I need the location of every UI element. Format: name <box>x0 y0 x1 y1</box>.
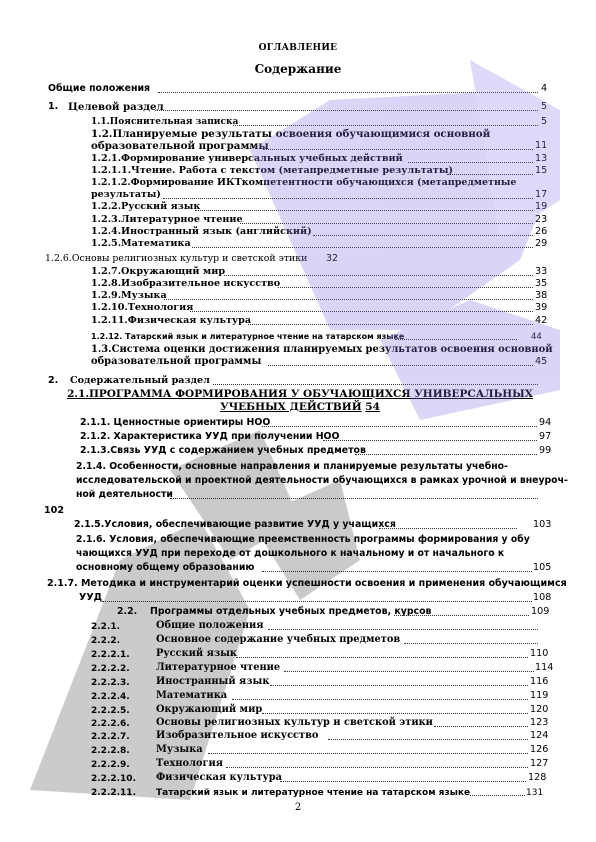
toc-entry-s2-2-2[interactable]: Основное содержание учебных предметов <box>156 634 401 645</box>
toc-entry-s2-2[interactable]: Программы отдельных учебных предметов, курсов <box>150 606 432 617</box>
toc-page: 5 <box>541 116 548 127</box>
toc-page: 124 <box>530 730 549 741</box>
leader-dots <box>268 365 533 366</box>
toc-entry-s1-2-9[interactable]: 1.2.9.Музыка <box>91 290 167 301</box>
toc-entry-s1-2-12[interactable]: 1.2.12. Татарский язык и литературное чтение на татарском языке <box>91 332 405 341</box>
toc-entry-s2-2-2-6[interactable]: Основы религиозных культур и светской этики <box>156 717 433 728</box>
toc-entry-s2-1-4[interactable]: 2.1.4. Особенности, основные направления и планируемые результаты учебно- <box>76 461 508 472</box>
toc-entry-s1-2-1-2[interactable]: 1.2.1.2.Формирование ИКТкомпетентности обучающихся (метапредметные <box>91 177 517 188</box>
toc-page: 114 <box>535 662 554 673</box>
leader-dots <box>192 247 533 248</box>
toc-page: 126 <box>530 744 549 755</box>
toc-entry-s2-2-2-1[interactable]: Русский язык <box>156 648 237 659</box>
leader-dots <box>263 149 533 150</box>
document-heading: ОГЛАВЛЕНИЕ <box>258 43 338 53</box>
toc-entry-s2-1-cont[interactable] <box>60 401 540 414</box>
toc-page: 38 <box>535 290 548 301</box>
leader-dots <box>226 767 528 768</box>
toc-entry-s1-2-1[interactable]: 1.2.1.Формирование универсальных учебных действий <box>91 153 403 164</box>
toc-entry-s1-2-3[interactable]: 1.2.3.Литературное чтение <box>91 214 243 225</box>
toc-entry-s1-2[interactable]: 1.2.Планируемые результаты освоения обучающимися основной <box>91 128 491 140</box>
leader-dots <box>323 440 537 441</box>
page-number: 2 <box>294 802 302 813</box>
toc-entry-s1-2-1-1[interactable]: 1.2.1.1.Чтение. Работа с текстом (метапредметные результаты) <box>91 165 453 176</box>
toc-page: 99 <box>539 445 552 456</box>
toc-section-number: 2.2.2.8. <box>91 746 130 756</box>
toc-entry-s2-1-6[interactable]: 2.1.6. Условия, обеспечивающие преемственность программы формирования у обу <box>76 534 530 545</box>
leader-dots <box>102 601 532 602</box>
toc-page: 35 <box>535 278 548 289</box>
toc-page: 103 <box>533 519 552 530</box>
toc-entry-s1-2-8[interactable]: 1.2.8.Изобразительное искусство <box>91 278 281 289</box>
toc-entry-s2-1[interactable]: 2.1.ПРОГРАММА ФОРМИРОВАНИЯ У ОБУЧАЮЩИХСЯ УНИВЕРСАЛЬНЫХ <box>67 388 533 400</box>
toc-entry-s2-2-2-10[interactable]: Физическая культура <box>156 772 282 783</box>
leader-dots <box>213 384 538 385</box>
toc-entry-s1-2-10[interactable]: 1.2.10.Технология <box>91 302 194 313</box>
leader-dots <box>195 210 533 211</box>
leader-dots <box>170 498 538 499</box>
leader-dots <box>262 713 528 714</box>
toc-page: 13 <box>535 153 548 164</box>
leader-dots <box>262 571 532 572</box>
toc-page: 123 <box>530 717 549 728</box>
leader-dots <box>355 454 537 455</box>
toc-section-number: 2.2.2.5. <box>91 706 130 716</box>
toc-page: 94 <box>539 417 552 428</box>
toc-page: 19 <box>535 201 548 212</box>
toc-entry-s1-2-cont[interactable]: образовательной программы <box>91 140 269 152</box>
toc-page: 45 <box>535 356 548 367</box>
toc-entry-s1-3-cont[interactable]: образовательной программы <box>91 356 262 367</box>
leader-dots <box>280 781 526 782</box>
toc-section-number: 2.2.2.10. <box>91 774 136 784</box>
toc-page: 44 <box>531 332 542 342</box>
leader-dots <box>155 110 538 111</box>
toc-section-number: 2.2.2.9. <box>91 760 130 770</box>
toc-page: 23 <box>535 214 548 225</box>
toc-entry-s1-1[interactable]: 1.1.Пояснительная записка <box>91 117 239 127</box>
leader-dots <box>313 235 533 236</box>
toc-entry-s2-1-label: УЧЕБНЫХ ДЕЙСТВИЙ <box>220 401 362 413</box>
toc-entry-s1-2-7[interactable]: 1.2.7.Окружающий мир <box>91 266 226 277</box>
toc-page: 128 <box>528 772 547 783</box>
toc-entry-s1-2-6[interactable]: 1.2.6.Основы религиозных культур и светской этики <box>45 253 308 264</box>
toc-section-number: 2.2.2. <box>91 636 121 646</box>
toc-entry-s2-1-7-cont[interactable]: УУД <box>79 592 103 603</box>
leader-dots <box>208 753 528 754</box>
toc-section-number: 2.2. <box>117 606 138 617</box>
toc-entry-s2-2-2-5[interactable]: Окружающий мир <box>156 704 263 715</box>
leader-dots <box>236 657 528 658</box>
toc-section-number: 2. <box>48 375 59 386</box>
leader-dots <box>248 324 533 325</box>
toc-entry-s2-2-2-3[interactable]: Иностранный язык <box>156 676 270 687</box>
toc-entry-s2-2-2-2[interactable]: Литературное чтение <box>156 662 281 673</box>
toc-entry-s2-2-1[interactable]: Общие положения <box>156 620 264 631</box>
toc-page: 5 <box>541 101 548 112</box>
leader-dots <box>233 125 538 126</box>
toc-entry-s2-2-2-4[interactable]: Математика <box>156 690 228 701</box>
toc-entry-s1-2-2[interactable]: 1.2.2.Русский язык <box>91 201 201 212</box>
toc-section-number: 1. <box>48 101 59 112</box>
toc-entry-s2-1-4-cont[interactable]: исследовательской и проектной деятельности обучающихся в рамках урочной и внеуроч- <box>76 475 568 486</box>
toc-entry-general[interactable]: Общие положения <box>48 83 151 94</box>
toc-page: 120 <box>530 704 549 715</box>
toc-entry-s1[interactable]: Целевой раздел <box>68 101 164 113</box>
toc-entry-s2-1-6-end[interactable]: основному общему образованию <box>76 562 255 573</box>
toc-page: 15 <box>535 165 548 176</box>
toc-page: 4 <box>541 83 548 94</box>
leader-dots <box>395 339 517 340</box>
toc-page: 11 <box>535 140 548 151</box>
toc-page: 119 <box>530 690 549 701</box>
toc-page: 131 <box>526 788 544 798</box>
leader-dots <box>164 299 533 300</box>
toc-entry-s2-1-7[interactable]: 2.1.7. Методика и инструментарий оценки успешности освоения и применения обучающимся <box>47 578 567 589</box>
leader-dots <box>190 311 533 312</box>
toc-page: 54 <box>365 401 380 413</box>
leader-dots <box>270 685 528 686</box>
leader-dots <box>278 287 533 288</box>
toc-entry-s1-3[interactable]: 1.3.Система оценки достижения планируемых результатов освоения основной <box>91 344 553 355</box>
leader-dots <box>262 426 537 427</box>
toc-entry-s2-1-2[interactable]: 2.1.2. Характеристика УУД при получении НОО <box>80 431 340 442</box>
toc-page: 108 <box>533 592 552 603</box>
toc-section-number: 2.2.2.1. <box>91 650 130 660</box>
toc-entry-s2-1-6-cont[interactable]: чающихся УУД при переходе от дошкольного к начальному и от начального к <box>76 548 505 559</box>
toc-section-number: 2.2.2.7. <box>91 732 130 742</box>
leader-dots <box>284 671 534 672</box>
toc-entry-s2-2-2-11[interactable]: Татарский язык и литературное чтение на татарском языке <box>156 788 471 798</box>
toc-entry-s2-1-4-end[interactable]: ной деятельности <box>76 489 173 500</box>
toc-page: 29 <box>535 238 548 249</box>
toc-page: 33 <box>535 266 548 277</box>
toc-section-number: 2.2.2.3. <box>91 678 130 688</box>
leader-dots <box>268 629 538 630</box>
leader-dots <box>408 162 533 163</box>
toc-entry-s2-2-2-9[interactable]: Технология <box>156 758 224 769</box>
toc-entry-s2-1-1[interactable]: 2.1.1. Ценностные ориентиры НОО <box>80 417 271 428</box>
toc-page: 26 <box>535 226 548 237</box>
leader-dots <box>158 92 538 93</box>
toc-page: 102 <box>44 505 65 516</box>
leader-dots <box>224 275 533 276</box>
toc-page: 110 <box>530 648 549 659</box>
leader-dots <box>328 739 528 740</box>
toc-entry-s2-1-3[interactable]: 2.1.3.Связь УУД с содержанием учебных предметов <box>80 445 366 456</box>
leader-dots <box>470 795 525 796</box>
toc-entry-s1-2-4[interactable]: 1.2.4.Иностранный язык (английский) <box>91 226 312 237</box>
leader-dots <box>394 615 529 616</box>
toc-section-number: 2.2.2.4. <box>91 692 130 702</box>
toc-page: 42 <box>535 315 548 326</box>
toc-page: 39 <box>535 302 548 313</box>
toc-entry-s2[interactable]: Содержательный раздел <box>70 375 210 386</box>
leader-dots <box>379 528 517 529</box>
leader-dots <box>163 198 533 199</box>
toc-page: 109 <box>531 606 550 617</box>
toc-entry-s2-1-5[interactable]: 2.1.5.Условия, обеспечивающие развитие УУД у учащихся <box>74 519 396 530</box>
toc-entry-s1-2-1-2-cont[interactable]: результаты) <box>91 189 161 200</box>
toc-page: 17 <box>535 189 548 200</box>
toc-page: 105 <box>533 562 552 573</box>
toc-entry-s2-2-2-7[interactable]: Изобразительное искусство <box>156 730 319 741</box>
toc-section-number: 2.2.2.11. <box>91 788 136 798</box>
toc-section-number: 2.2.1. <box>91 622 121 632</box>
leader-dots <box>404 643 538 644</box>
toc-title: Содержание <box>254 62 342 76</box>
leader-dots <box>232 699 528 700</box>
toc-entry-s1-2-11[interactable]: 1.2.11.Физическая культура <box>91 315 252 326</box>
toc-entry-s2-2-2-8[interactable]: Музыка <box>156 744 203 755</box>
leader-dots <box>434 726 528 727</box>
toc-section-number: 2.2.2.2. <box>91 664 130 674</box>
toc-page: 32 <box>326 253 338 264</box>
leader-dots <box>447 174 533 175</box>
leader-dots <box>240 223 533 224</box>
toc-page: 97 <box>539 431 552 442</box>
toc-section-number: 2.2.2.6. <box>91 719 130 729</box>
toc-page: 127 <box>530 758 549 769</box>
toc-entry-s1-2-5[interactable]: 1.2.5.Математика <box>91 238 191 249</box>
toc-page: 116 <box>530 676 549 687</box>
